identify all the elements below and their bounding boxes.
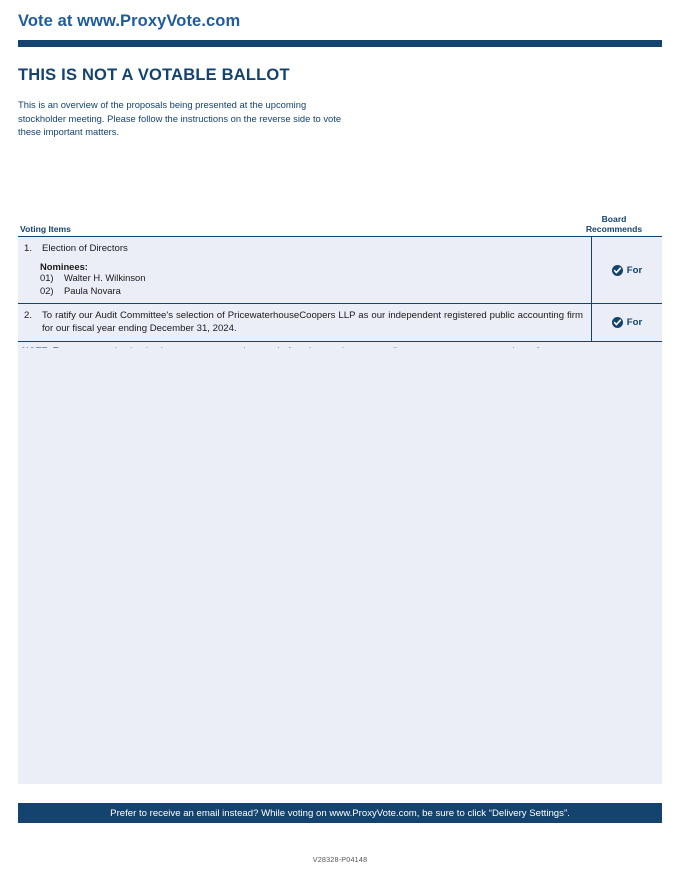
proposal-1-number: 1. <box>24 243 33 254</box>
proposal-1-recommendation-label: For <box>626 264 643 276</box>
proposal-2-number: 2. <box>24 310 33 322</box>
document-control-number: V28328-P04148 <box>312 855 368 864</box>
proposal-2-content <box>18 304 592 341</box>
footer-message: Prefer to receive an email instead? While voting on www.ProxyVote.com, be sure to click “Delivery Settings”. <box>110 807 570 819</box>
blank-body-panel <box>18 348 662 784</box>
intro-paragraph: This is an overview of the proposals being presented at the upcoming stockholder meeting. Please follow the instructions on the reverse side to vote these important matters. <box>18 99 342 138</box>
table-header-row <box>18 208 662 236</box>
proposal-2-text: To ratify our Audit Committee's selection of PricewaterhouseCoopers LLP as our independent registered public accounting firm for our fiscal year ending December 31, 2024. <box>42 310 583 335</box>
nominees-label: Nominees: <box>40 261 88 272</box>
table-row <box>18 303 662 341</box>
page-title: THIS IS NOT A VOTABLE BALLOT <box>18 66 290 84</box>
nominee-1-number: 01) <box>40 272 54 283</box>
nominee-2-name: Paula Novara <box>64 284 121 296</box>
nominee-2-number: 02) <box>40 284 54 296</box>
proposal-2-board-recommendation <box>592 304 662 341</box>
nominee-1-name: Walter H. Wilkinson <box>64 272 146 283</box>
voting-items-table <box>18 208 662 362</box>
table-row <box>18 236 662 303</box>
board-recommends-line1: Board <box>601 214 627 224</box>
page-header-title: Vote at www.ProxyVote.com <box>18 12 241 30</box>
proposal-1-content <box>18 237 592 303</box>
check-circle-icon <box>612 317 623 328</box>
footer-message-bar <box>18 803 662 823</box>
check-circle-icon <box>612 265 623 276</box>
column-header-voting-items: Voting Items <box>20 224 71 234</box>
proposal-1-board-recommendation <box>592 237 662 303</box>
column-header-board-recommends <box>576 214 652 234</box>
header-divider-bar <box>18 40 662 47</box>
list-item <box>22 272 583 285</box>
board-recommends-line2: Recommends <box>585 224 643 234</box>
list-item <box>22 285 583 298</box>
proposal-1-text: Election of Directors <box>42 243 128 254</box>
proposal-2-recommendation-label: For <box>626 317 643 329</box>
